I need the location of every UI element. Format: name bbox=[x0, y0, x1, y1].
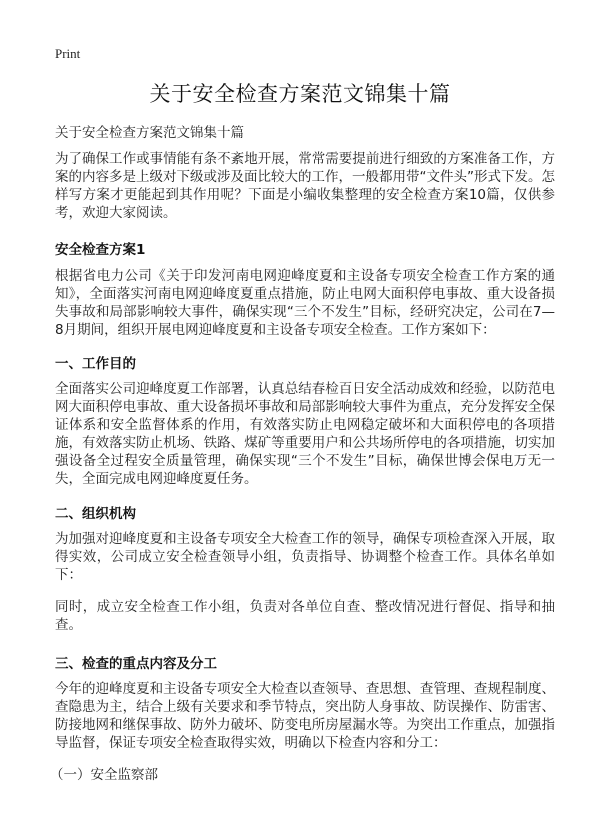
section-heading-plan-1: 安全检查方案1 bbox=[55, 242, 146, 258]
section-heading-organization: 二、组织机构 bbox=[55, 506, 136, 522]
subsection-label: （一）安全监察部 bbox=[50, 767, 158, 783]
section-paragraph: 为加强对迎峰度夏和主设备专项安全大检查工作的领导，确保专项检查深入开展，取得实效，公司成立安全检查领导小组，负责指导、协调整个检查工作。具体名单如下： bbox=[55, 531, 555, 583]
section-paragraph: 今年的迎峰度夏和主设备专项安全大检查以查领导、查思想、查管理、查规程制度、查隐患为主，结合上级有关要求和季节特点，突出防人身事故、防误操作、防雷害、防接地网和继保事故、防外力破坏、防变电所房屋漏水等。为突出工作重点，加强指导监督，保证专项安全检查取得实效，明确以下检查内容和分工： bbox=[55, 681, 555, 751]
document-title: 关于安全检查方案范文锦集十篇 bbox=[149, 82, 451, 106]
print-link[interactable]: Print bbox=[55, 46, 81, 61]
section-paragraph: 根据省电力公司《关于印发河南电网迎峰度夏和主设备专项安全检查工作方案的通知》，全面落实河南电网迎峰度夏重点措施，防止电网大面积停电事故、重大设备损失事故和局部影响较大事件，确保实现“三个不发生”目标，经研究决定，公司在7—8月期间，组织开展电网迎峰度夏和主设备专项安全检查。工作方案如下： bbox=[55, 268, 555, 338]
intro-paragraph: 为了确保工作或事情能有条不紊地开展，常常需要提前进行细致的方案准备工作，方案的内容多是上级对下级或涉及面比较大的工作，一般都用带“文件头”形式下发。怎样写方案才更能起到其作用呢？下面是小编收集整理的安全检查方案10篇，仅供参考，欢迎大家阅读。 bbox=[55, 151, 555, 221]
section-heading-key-content: 三、检查的重点内容及分工 bbox=[55, 656, 217, 672]
document-subtitle: 关于安全检查方案范文锦集十篇 bbox=[55, 125, 244, 141]
section-paragraph: 全面落实公司迎峰度夏工作部署，认真总结春检百日安全活动成效和经验，以防范电网大面积停电事故、重大设备损坏事故和局部影响较大事件为重点，充分发挥安全保证体系和安全监督体系的作用，有效落实防止电网稳定破坏和大面积停电的各项措施，有效落实防止机场、铁路、煤矿等重要用户和公共场所停电的各项措施，切实加强设备全过程安全质量管理，确保实现“三个不发生”目标，确保世博会保电万无一失，全面完成电网迎峰度夏任务。 bbox=[55, 381, 555, 487]
section-heading-purpose: 一、工作目的 bbox=[55, 356, 136, 372]
section-paragraph: 同时，成立安全检查工作小组，负责对各单位自查、整改情况进行督促、指导和抽查。 bbox=[55, 599, 555, 633]
